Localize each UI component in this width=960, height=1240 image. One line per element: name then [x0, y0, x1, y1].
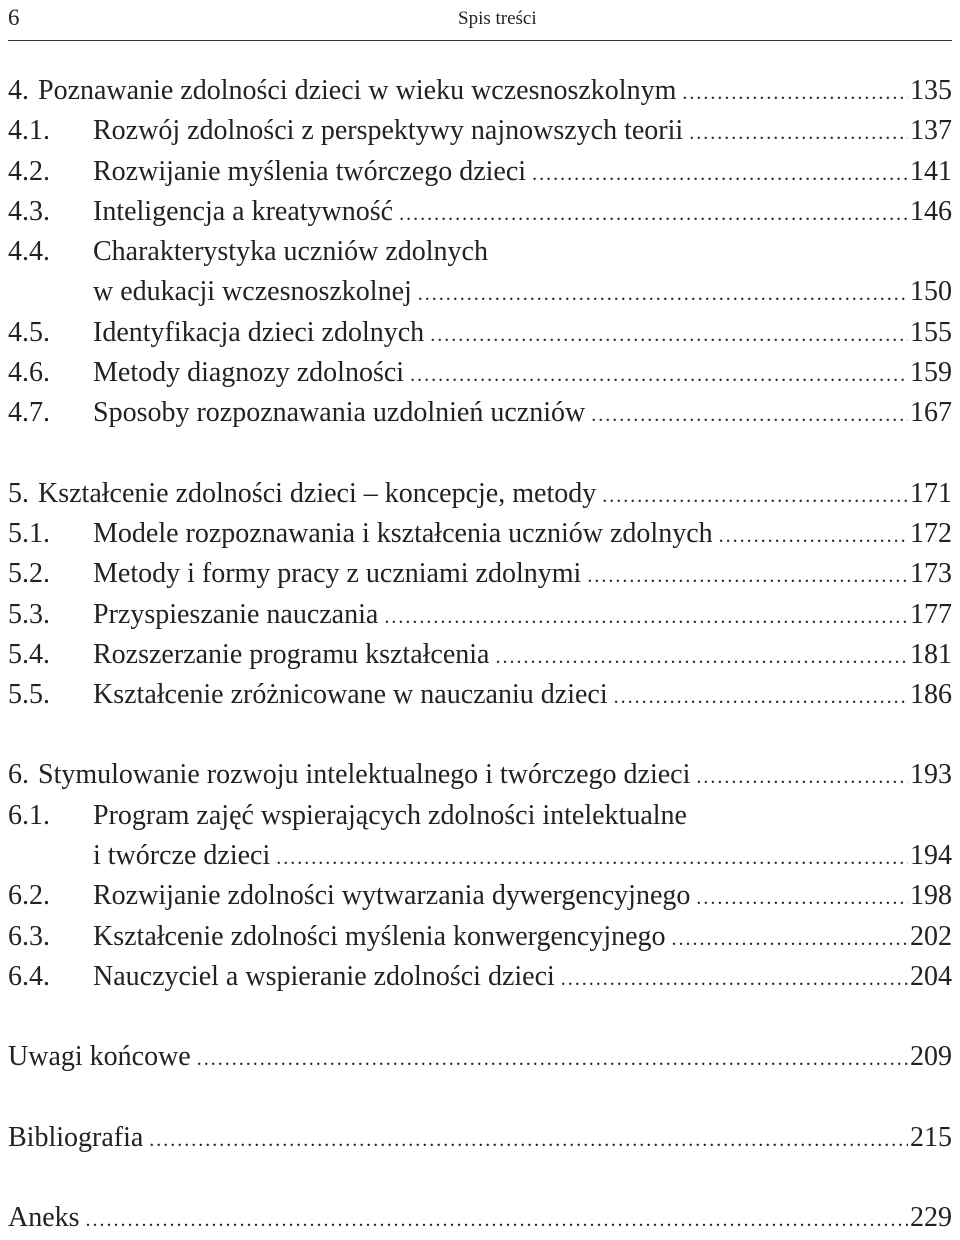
dot-leader	[197, 1039, 908, 1079]
entry-title: Uwagi końcowe	[8, 1041, 191, 1073]
section-number: 6.4.	[8, 960, 50, 992]
page-number: 6	[8, 5, 20, 30]
dot-leader	[719, 516, 908, 556]
page-ref: 155	[910, 316, 952, 348]
page-ref: 159	[910, 357, 952, 389]
page-ref: 215	[910, 1121, 952, 1153]
dot-leader	[399, 194, 908, 234]
toc-section-5-5	[8, 675, 952, 715]
chapter-title: Stymulowanie rozwoju intelektualnego i twórczego dzieci	[38, 759, 691, 791]
section-title: Identyfikacja dzieci zdolnych	[93, 316, 425, 348]
toc-section-4-4-continued	[8, 272, 952, 312]
toc-section-5-1	[8, 514, 952, 554]
toc-uwagi-koncowe	[8, 1037, 952, 1077]
running-head: Spis treści	[458, 8, 537, 29]
chapter-title: Poznawanie zdolności dzieci w wieku wczesnoszkolnym	[38, 75, 677, 106]
section-title: Sposoby rozpoznawania uzdolnień uczniów	[93, 397, 586, 429]
section-title: Kształcenie zróżnicowane w nauczaniu dzieci	[93, 679, 608, 711]
dot-leader	[587, 556, 908, 596]
section-number: 5.1.	[8, 517, 50, 549]
chapter-number: 5.	[8, 477, 29, 509]
section-number: 6.1.	[8, 799, 50, 831]
dot-leader	[696, 878, 908, 918]
section-number: 4.5.	[8, 316, 50, 348]
toc-section-4-6	[8, 353, 952, 393]
page-ref: 135	[910, 75, 952, 106]
chapter-number: 4.	[8, 75, 29, 106]
entry-title: Aneks	[8, 1201, 80, 1233]
toc-section-6-4	[8, 957, 952, 997]
page-ref: 137	[910, 115, 952, 147]
dot-leader	[430, 315, 908, 355]
toc-section-6-3	[8, 917, 952, 957]
section-number: 4.3.	[8, 195, 50, 227]
chapter-title: Kształcenie zdolności dzieci – koncepcje, metody	[38, 477, 597, 509]
dot-leader	[696, 757, 908, 797]
toc-aneks	[8, 1198, 952, 1238]
section-title: Inteligencja a kreatywność	[93, 195, 394, 227]
dot-leader	[276, 838, 908, 878]
toc-chapter-5	[8, 474, 952, 514]
page-ref: 167	[910, 397, 952, 429]
section-number: 5.3.	[8, 598, 50, 630]
section-title: Kształcenie zdolności myślenia konwergencyjnego	[93, 920, 666, 952]
section-title-continued: i twórcze dzieci	[93, 840, 271, 872]
section-number: 5.5.	[8, 679, 50, 711]
toc-chapter-6	[8, 755, 952, 795]
dot-leader	[410, 355, 908, 395]
section-number: 4.4.	[8, 236, 50, 268]
section-number: 5.2.	[8, 558, 50, 590]
page-ref: 186	[910, 679, 952, 711]
toc-section-6-1-continued	[8, 836, 952, 876]
section-number: 6.3.	[8, 920, 50, 952]
page-header	[8, 0, 952, 41]
dot-leader	[614, 677, 908, 717]
toc-section-5-2	[8, 554, 952, 594]
dot-leader	[495, 637, 908, 677]
dot-leader	[418, 274, 908, 314]
page-ref: 171	[910, 477, 952, 509]
page-ref: 204	[910, 960, 952, 992]
page-ref: 173	[910, 558, 952, 590]
dot-leader	[602, 476, 908, 516]
dot-leader	[591, 395, 908, 435]
section-title: Nauczyciel a wspieranie zdolności dzieci	[93, 960, 555, 992]
page-ref: 181	[910, 638, 952, 670]
section-number: 4.2.	[8, 155, 50, 187]
page-ref: 198	[910, 880, 952, 912]
dot-leader	[561, 959, 908, 999]
page-ref: 193	[910, 759, 952, 791]
dot-leader	[682, 73, 908, 113]
section-title: Rozwijanie myślenia twórczego dzieci	[93, 155, 527, 187]
page-ref: 229	[910, 1201, 952, 1233]
entry-title: Bibliografia	[8, 1121, 144, 1153]
page-ref: 209	[910, 1041, 952, 1073]
toc-section-4-4	[8, 232, 952, 272]
page-ref: 146	[910, 195, 952, 227]
toc-section-5-4	[8, 635, 952, 675]
section-title: Program zajęć wspierających zdolności intelektualne	[93, 799, 687, 831]
toc-section-4-5	[8, 313, 952, 353]
section-title: Rozwijanie zdolności wytwarzania dywergencyjnego	[93, 880, 691, 912]
dot-leader	[86, 1200, 908, 1240]
page-ref: 141	[910, 155, 952, 187]
page-ref: 150	[910, 276, 952, 308]
page-ref: 172	[910, 517, 952, 549]
toc-bibliografia	[8, 1118, 952, 1158]
section-title-continued: w edukacji wczesnoszkolnej	[93, 276, 412, 308]
page-ref: 202	[910, 920, 952, 952]
section-number: 4.6.	[8, 357, 50, 389]
toc-section-6-2	[8, 876, 952, 916]
section-number: 4.7.	[8, 397, 50, 429]
toc-section-5-3	[8, 595, 952, 635]
chapter-number: 6.	[8, 759, 29, 791]
page-ref: 177	[910, 598, 952, 630]
dot-leader	[532, 154, 908, 194]
table-of-contents	[8, 71, 952, 1238]
section-number: 6.2.	[8, 880, 50, 912]
toc-section-4-7	[8, 393, 952, 433]
toc-section-4-3	[8, 192, 952, 232]
section-number: 4.1.	[8, 115, 50, 147]
section-title: Metody i formy pracy z uczniami zdolnymi	[93, 558, 582, 590]
section-title: Rozszerzanie programu kształcenia	[93, 638, 490, 670]
page-ref: 194	[910, 840, 952, 872]
dot-leader	[689, 113, 908, 153]
dot-leader	[672, 919, 908, 959]
dot-leader	[149, 1120, 908, 1160]
section-title: Modele rozpoznawania i kształcenia uczniów zdolnych	[93, 517, 713, 549]
toc-section-6-1	[8, 796, 952, 836]
section-title: Metody diagnozy zdolności	[93, 357, 405, 389]
toc-section-4-1	[8, 111, 952, 151]
section-title: Przyspieszanie nauczania	[93, 598, 379, 630]
toc-section-4-2	[8, 152, 952, 192]
section-title: Charakterystyka uczniów zdolnych	[93, 236, 488, 268]
dot-leader	[384, 597, 908, 637]
toc-chapter-4	[8, 71, 952, 111]
section-number: 5.4.	[8, 638, 50, 670]
section-title: Rozwój zdolności z perspektywy najnowszych teorii	[93, 115, 684, 147]
